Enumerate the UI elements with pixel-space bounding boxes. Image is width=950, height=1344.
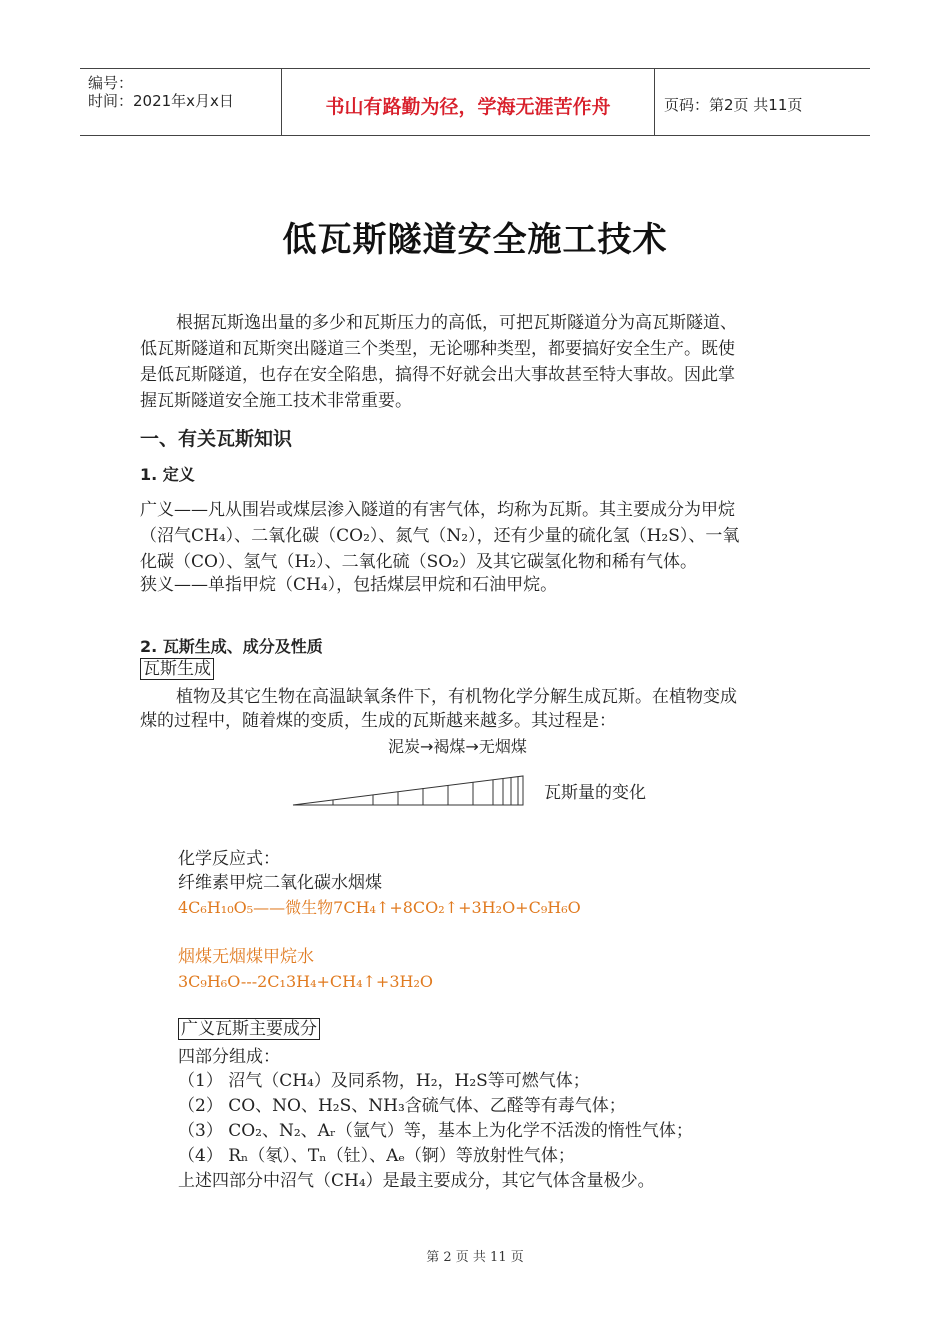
reaction-label: 化学反应式： bbox=[178, 849, 280, 869]
composition-label: 广义瓦斯主要成分 bbox=[178, 1018, 320, 1040]
subsection-heading-definition: 1. 定义 bbox=[140, 465, 195, 484]
composition-item: （4） Rₙ（氡）、Tₙ（钍）、Aₑ（锕）等放射性气体； bbox=[178, 1146, 575, 1166]
composition-summary: 上述四部分中沼气（CH₄）是最主要成分，其它气体含量极少。 bbox=[178, 1171, 655, 1191]
intro-line: 是低瓦斯隧道，也存在安全陷患，搞得不好就会出大事故甚至特大事故。因此掌 bbox=[140, 365, 735, 385]
composition-intro: 四部分组成： bbox=[178, 1047, 280, 1067]
header-divider-right bbox=[654, 68, 655, 135]
document-date: 时间：2021年x月x日 bbox=[88, 92, 234, 110]
section-heading: 一、有关瓦斯知识 bbox=[140, 428, 293, 450]
header-bottom-rule bbox=[80, 135, 870, 136]
composition-item: （1） 沼气（CH₄）及同系物，H₂，H₂S等可燃气体； bbox=[178, 1071, 590, 1091]
composition-item: （3） CO₂、N₂、Aᵣ（氩气）等，基本上为化学不活泼的惰性气体； bbox=[178, 1121, 693, 1141]
page-footer: 第 2 页 共 11 页 bbox=[426, 1250, 524, 1265]
definition-broad-line: 广义——凡从围岩或煤层渗入隧道的有害气体，均称为瓦斯。其主要成分为甲烷 bbox=[140, 500, 735, 520]
reaction-formula-2: 3C₉H₆O---2C₁3H₄+CH₄↑+3H₂O bbox=[178, 972, 433, 991]
intro-line: 根据瓦斯逸出量的多少和瓦斯压力的高低，可把瓦斯隧道分为高瓦斯隧道、 bbox=[176, 313, 737, 333]
wedge-outline bbox=[293, 776, 523, 805]
header-motto: 书山有路勤为径，学海无涯苦作舟 bbox=[325, 96, 611, 118]
header-top-rule bbox=[80, 68, 870, 69]
coal-process: 泥炭→褐煤→无烟煤 bbox=[388, 737, 527, 756]
composition-label-wrap bbox=[178, 1018, 320, 1040]
gas-volume-wedge-diagram bbox=[290, 772, 530, 808]
intro-line: 握瓦斯隧道安全施工技术非常重要。 bbox=[140, 391, 412, 411]
composition-item: （2） CO、NO、H₂S、NH₃含硫气体、乙醛等有毒气体； bbox=[178, 1096, 626, 1116]
header-page-number: 页码：第2页 共11页 bbox=[664, 96, 803, 114]
gas-generation-label: 瓦斯生成 bbox=[140, 658, 214, 680]
subsection-heading-generation: 2. 瓦斯生成、成分及性质 bbox=[140, 637, 323, 656]
reaction-words-2: 烟煤无烟煤甲烷水 bbox=[178, 947, 314, 967]
definition-broad-line: （沼气CH₄）、二氧化碳（CO₂）、氮气（N₂），还有少量的硫化氢（H₂S）、一氧 bbox=[140, 526, 740, 546]
generation-text-line: 植物及其它生物在高温缺氧条件下，有机物化学分解生成瓦斯。在植物变成 bbox=[176, 687, 737, 707]
document-title: 低瓦斯隧道安全施工技术 bbox=[282, 220, 668, 260]
intro-line: 低瓦斯隧道和瓦斯突出隧道三个类型，无论哪种类型，都要搞好安全生产。既使 bbox=[140, 339, 735, 359]
diagram-label: 瓦斯量的变化 bbox=[544, 783, 646, 803]
reaction-words: 纤维素甲烷二氧化碳水烟煤 bbox=[178, 873, 382, 893]
reaction-formula-1: 4C₆H₁₀O₅——微生物7CH₄↑+8CO₂↑+3H₂O+C₉H₆O bbox=[178, 898, 581, 917]
definition-broad-line: 化碳（CO）、氢气（H₂）、二氧化硫（SO₂）及其它碳氢化物和稀有气体。 bbox=[140, 552, 697, 572]
document-number-label: 编号： bbox=[88, 74, 134, 92]
gas-generation-label-wrap bbox=[140, 658, 214, 680]
definition-narrow: 狭义——单指甲烷（CH₄），包括煤层甲烷和石油甲烷。 bbox=[140, 575, 558, 595]
generation-text-line: 煤的过程中，随着煤的变质，生成的瓦斯越来越多。其过程是： bbox=[140, 711, 616, 731]
